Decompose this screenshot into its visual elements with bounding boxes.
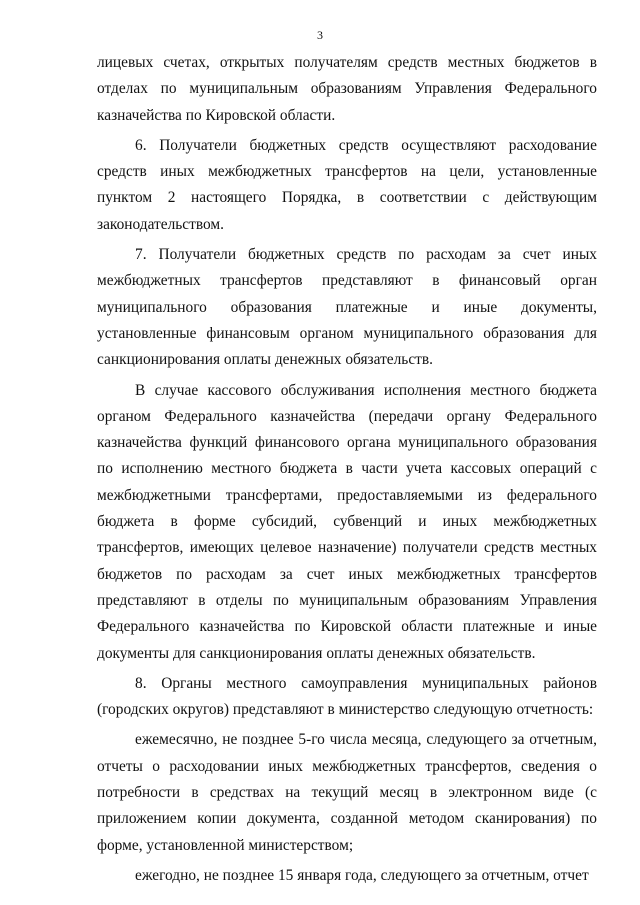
paragraph-item-7: 7. Получатели бюджетных средств по расходам за счет иных межбюджетных трансфертов представляют в финансовый орган муниципального образования платежные и иные документы, установленные финансовым органом муниципального образования для санкционирования оплаты денежных обязательств. <box>97 246 597 369</box>
paragraph-treasury-service: В случае кассового обслуживания исполнения местного бюджета органом Федерального казначейства (передачи органу Федерального казначейства функций финансового органа муниципального образования по исполнению местного бюджета в части учета кассовых операций с межбюджетными трансфертами, предоставляемыми из федерального бюджета в форме субсидий, субвенций и иных межбюджетных трансфертов, имеющих целевое назначение) получатели средств местных бюджетов по расходам за счет иных межбюджетных трансфертов представляют в отделы по муниципальным образованиям Управления Федерального казначейства по Кировской области платежные и иные документы для санкционирования оплаты денежных обязательств. <box>97 381 597 662</box>
paragraph-monthly-report: ежемесячно, не позднее 5-го числа месяца, следующего за отчетным, отчеты о расходовании иных межбюджетных трансфертов, сведения о потребности в средствах на текущий месяц в электронном виде (с приложением копии документа, созданной методом сканирования) по форме, установленной министерством; <box>97 731 597 854</box>
paragraph-continuation: лицевых счетах, открытых получателям средств местных бюджетов в отделах по муниципальным образованиям Управления Федерального казначейства по Кировской области. <box>97 54 597 124</box>
paragraph-annual-report: ежегодно, не позднее 15 января года, следующего за отчетным, отчет <box>135 866 589 884</box>
paragraph-item-6: 6. Получатели бюджетных средств осуществляют расходование средств иных межбюджетных трансфертов на цели, установленные пунктом 2 настоящего Порядка, в соответствии с действующим законодательством. <box>97 136 597 233</box>
body-text <box>97 50 597 889</box>
page-number: 3 <box>317 28 323 42</box>
paragraph-item-8: 8. Органы местного самоуправления муниципальных районов (городских округов) представляют в министерство следующую отчетность: <box>97 674 597 719</box>
